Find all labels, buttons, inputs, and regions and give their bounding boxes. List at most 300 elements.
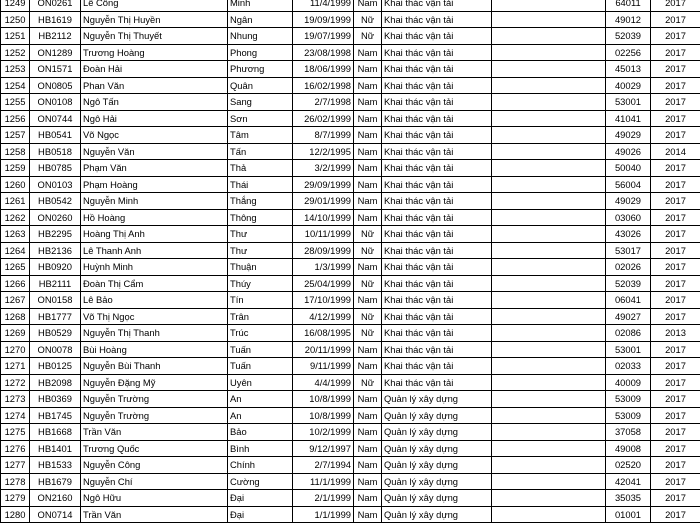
last-name-cell: Trần Văn [81, 424, 228, 441]
gender-cell: Nam [354, 176, 382, 193]
class-code-cell: 40029 [606, 77, 651, 94]
date-of-birth-cell: 14/10/1999 [293, 209, 354, 226]
gender-cell: Nữ [354, 28, 382, 45]
gender-cell: Nam [354, 61, 382, 78]
candidate-code-cell: ON0103 [30, 176, 81, 193]
gender-cell: Nam [354, 292, 382, 309]
class-code-cell: 37058 [606, 424, 651, 441]
major-cell: Khai thác vận tải [382, 176, 492, 193]
date-of-birth-cell: 25/04/1999 [293, 275, 354, 292]
year-cell: 2013 [651, 325, 700, 342]
table-row [1, 0, 700, 11]
blank-cell [492, 127, 606, 144]
blank-cell [492, 242, 606, 259]
year-cell: 2017 [651, 28, 700, 45]
date-of-birth-cell: 17/10/1999 [293, 292, 354, 309]
table-row [1, 28, 700, 45]
year-cell: 2017 [651, 77, 700, 94]
row-number-cell: 1271 [1, 358, 30, 375]
gender-cell: Nam [354, 94, 382, 111]
date-of-birth-cell: 4/4/1999 [293, 374, 354, 391]
table-row [1, 242, 700, 259]
first-name-cell: Nhung [228, 28, 293, 45]
major-cell: Khai thác vận tải [382, 374, 492, 391]
gender-cell: Nam [354, 143, 382, 160]
class-code-cell: 49029 [606, 193, 651, 210]
date-of-birth-cell: 29/01/1999 [293, 193, 354, 210]
class-code-cell: 35035 [606, 490, 651, 507]
last-name-cell: Ngô Tấn [81, 94, 228, 111]
blank-cell [492, 490, 606, 507]
first-name-cell: Sơn [228, 110, 293, 127]
candidate-code-cell: HB1401 [30, 440, 81, 457]
blank-cell [492, 292, 606, 309]
major-cell: Khai thác vận tải [382, 77, 492, 94]
row-number-cell: 1263 [1, 226, 30, 243]
blank-cell [492, 44, 606, 61]
date-of-birth-cell: 10/8/1999 [293, 391, 354, 408]
major-cell: Quản lý xây dựng [382, 457, 492, 474]
class-code-cell: 64011 [606, 0, 651, 11]
date-of-birth-cell: 20/11/1999 [293, 341, 354, 358]
major-cell: Khai thác vận tải [382, 143, 492, 160]
row-number-cell: 1280 [1, 506, 30, 523]
date-of-birth-cell: 2/7/1998 [293, 94, 354, 111]
first-name-cell: Thư [228, 226, 293, 243]
row-number-cell: 1260 [1, 176, 30, 193]
table-row [1, 94, 700, 111]
class-code-cell: 53001 [606, 94, 651, 111]
class-code-cell: 03060 [606, 209, 651, 226]
last-name-cell: Huỳnh Minh [81, 259, 228, 276]
major-cell: Quản lý xây dựng [382, 407, 492, 424]
last-name-cell: Nguyễn Thị Thanh [81, 325, 228, 342]
table-row [1, 160, 700, 177]
blank-cell [492, 275, 606, 292]
gender-cell: Nam [354, 506, 382, 523]
table-row [1, 77, 700, 94]
year-cell: 2017 [651, 242, 700, 259]
gender-cell: Nữ [354, 226, 382, 243]
row-number-cell: 1275 [1, 424, 30, 441]
candidate-code-cell: ON0261 [30, 0, 81, 11]
row-number-cell: 1255 [1, 94, 30, 111]
year-cell: 2017 [651, 424, 700, 441]
candidate-code-cell: HB0785 [30, 160, 81, 177]
first-name-cell: An [228, 407, 293, 424]
gender-cell: Nữ [354, 242, 382, 259]
blank-cell [492, 61, 606, 78]
candidate-code-cell: ON0744 [30, 110, 81, 127]
first-name-cell: Bình [228, 440, 293, 457]
date-of-birth-cell: 26/02/1999 [293, 110, 354, 127]
blank-cell [492, 457, 606, 474]
row-number-cell: 1272 [1, 374, 30, 391]
major-cell: Khai thác vận tải [382, 160, 492, 177]
major-cell: Khai thác vận tải [382, 259, 492, 276]
blank-cell [492, 308, 606, 325]
gender-cell: Nam [354, 193, 382, 210]
candidate-code-cell: HB1533 [30, 457, 81, 474]
gender-cell: Nam [354, 424, 382, 441]
date-of-birth-cell: 12/2/1995 [293, 143, 354, 160]
table-row [1, 110, 700, 127]
table-row [1, 358, 700, 375]
candidate-code-cell: HB2111 [30, 275, 81, 292]
table-row [1, 457, 700, 474]
table-row [1, 391, 700, 408]
major-cell: Khai thác vận tải [382, 292, 492, 309]
row-number-cell: 1258 [1, 143, 30, 160]
class-code-cell: 49027 [606, 308, 651, 325]
candidate-code-cell: HB1777 [30, 308, 81, 325]
class-code-cell: 02086 [606, 325, 651, 342]
class-code-cell: 53009 [606, 391, 651, 408]
date-of-birth-cell: 18/06/1999 [293, 61, 354, 78]
major-cell: Khai thác vận tải [382, 341, 492, 358]
first-name-cell: Thắng [228, 193, 293, 210]
row-number-cell: 1259 [1, 160, 30, 177]
table-row [1, 61, 700, 78]
candidate-code-cell: HB2098 [30, 374, 81, 391]
major-cell: Quản lý xây dựng [382, 440, 492, 457]
last-name-cell: Lê Bảo [81, 292, 228, 309]
last-name-cell: Nguyễn Chí [81, 473, 228, 490]
first-name-cell: Trân [228, 308, 293, 325]
date-of-birth-cell: 1/3/1999 [293, 259, 354, 276]
table-row [1, 506, 700, 523]
class-code-cell: 45013 [606, 61, 651, 78]
row-number-cell: 1251 [1, 28, 30, 45]
major-cell: Quản lý xây dựng [382, 424, 492, 441]
class-code-cell: 53009 [606, 407, 651, 424]
candidate-code-cell: HB0920 [30, 259, 81, 276]
candidate-code-cell: ON0158 [30, 292, 81, 309]
row-number-cell: 1250 [1, 11, 30, 28]
date-of-birth-cell: 2/1/1999 [293, 490, 354, 507]
gender-cell: Nữ [354, 275, 382, 292]
date-of-birth-cell: 19/07/1999 [293, 28, 354, 45]
class-code-cell: 50040 [606, 160, 651, 177]
gender-cell: Nam [354, 358, 382, 375]
date-of-birth-cell: 10/11/1999 [293, 226, 354, 243]
first-name-cell: An [228, 391, 293, 408]
year-cell: 2017 [651, 506, 700, 523]
year-cell: 2017 [651, 292, 700, 309]
candidate-code-cell: ON0108 [30, 94, 81, 111]
row-number-cell: 1264 [1, 242, 30, 259]
class-code-cell: 01001 [606, 506, 651, 523]
year-cell: 2017 [651, 275, 700, 292]
first-name-cell: Tín [228, 292, 293, 309]
candidate-code-cell: ON0714 [30, 506, 81, 523]
blank-cell [492, 160, 606, 177]
date-of-birth-cell: 16/02/1998 [293, 77, 354, 94]
blank-cell [492, 259, 606, 276]
major-cell: Khai thác vận tải [382, 110, 492, 127]
first-name-cell: Sang [228, 94, 293, 111]
last-name-cell: Nguyễn Minh [81, 193, 228, 210]
date-of-birth-cell: 3/2/1999 [293, 160, 354, 177]
table-row [1, 490, 700, 507]
year-cell: 2017 [651, 457, 700, 474]
last-name-cell: Ngô Hữu [81, 490, 228, 507]
gender-cell: Nam [354, 0, 382, 11]
major-cell: Khai thác vận tải [382, 325, 492, 342]
blank-cell [492, 473, 606, 490]
class-code-cell: 56004 [606, 176, 651, 193]
row-number-cell: 1266 [1, 275, 30, 292]
row-number-cell: 1262 [1, 209, 30, 226]
last-name-cell: Hoàng Thị Anh [81, 226, 228, 243]
candidate-code-cell: ON0805 [30, 77, 81, 94]
blank-cell [492, 341, 606, 358]
row-number-cell: 1265 [1, 259, 30, 276]
gender-cell: Nam [354, 110, 382, 127]
table-row [1, 259, 700, 276]
year-cell: 2017 [651, 44, 700, 61]
class-code-cell: 02256 [606, 44, 651, 61]
year-cell: 2017 [651, 94, 700, 111]
class-code-cell: 49012 [606, 11, 651, 28]
major-cell: Khai thác vận tải [382, 44, 492, 61]
last-name-cell: Hồ Hoàng [81, 209, 228, 226]
gender-cell: Nam [354, 160, 382, 177]
candidate-code-cell: HB1619 [30, 11, 81, 28]
row-number-cell: 1270 [1, 341, 30, 358]
class-code-cell: 49029 [606, 127, 651, 144]
major-cell: Khai thác vận tải [382, 308, 492, 325]
last-name-cell: Ngô Hải [81, 110, 228, 127]
last-name-cell: Nguyễn Công [81, 457, 228, 474]
year-cell: 2017 [651, 473, 700, 490]
year-cell: 2017 [651, 193, 700, 210]
class-code-cell: 53001 [606, 341, 651, 358]
major-cell: Quản lý xây dựng [382, 490, 492, 507]
candidate-code-cell: ON0078 [30, 341, 81, 358]
date-of-birth-cell: 11/4/1999 [293, 0, 354, 11]
first-name-cell: Uyên [228, 374, 293, 391]
first-name-cell: Tấn [228, 143, 293, 160]
class-code-cell: 53017 [606, 242, 651, 259]
row-number-cell: 1267 [1, 292, 30, 309]
candidate-code-cell: HB0541 [30, 127, 81, 144]
blank-cell [492, 506, 606, 523]
row-number-cell: 1278 [1, 473, 30, 490]
date-of-birth-cell: 9/11/1999 [293, 358, 354, 375]
first-name-cell: Bảo [228, 424, 293, 441]
table-row [1, 143, 700, 160]
last-name-cell: Trương Quốc [81, 440, 228, 457]
candidate-code-cell: HB1668 [30, 424, 81, 441]
gender-cell: Nữ [354, 11, 382, 28]
blank-cell [492, 176, 606, 193]
date-of-birth-cell: 23/08/1998 [293, 44, 354, 61]
year-cell: 2017 [651, 490, 700, 507]
row-number-cell: 1253 [1, 61, 30, 78]
gender-cell: Nam [354, 341, 382, 358]
date-of-birth-cell: 8/7/1999 [293, 127, 354, 144]
row-number-cell: 1249 [1, 0, 30, 11]
row-number-cell: 1268 [1, 308, 30, 325]
date-of-birth-cell: 1/1/1999 [293, 506, 354, 523]
row-number-cell: 1279 [1, 490, 30, 507]
blank-cell [492, 94, 606, 111]
date-of-birth-cell: 16/08/1995 [293, 325, 354, 342]
last-name-cell: Phạm Hoàng [81, 176, 228, 193]
year-cell: 2017 [651, 11, 700, 28]
gender-cell: Nữ [354, 325, 382, 342]
first-name-cell: Phương [228, 61, 293, 78]
blank-cell [492, 28, 606, 45]
major-cell: Khai thác vận tải [382, 28, 492, 45]
first-name-cell: Thả [228, 160, 293, 177]
last-name-cell: Nguyễn Văn [81, 143, 228, 160]
last-name-cell: Đoàn Hải [81, 61, 228, 78]
blank-cell [492, 143, 606, 160]
year-cell: 2017 [651, 0, 700, 11]
class-code-cell: 42041 [606, 473, 651, 490]
class-code-cell: 02033 [606, 358, 651, 375]
table-row [1, 11, 700, 28]
candidate-code-cell: HB0542 [30, 193, 81, 210]
candidate-code-cell: HB0125 [30, 358, 81, 375]
major-cell: Khai thác vận tải [382, 242, 492, 259]
candidate-code-cell: ON1571 [30, 61, 81, 78]
candidate-code-cell: ON1289 [30, 44, 81, 61]
gender-cell: Nam [354, 209, 382, 226]
date-of-birth-cell: 4/12/1999 [293, 308, 354, 325]
first-name-cell: Cường [228, 473, 293, 490]
gender-cell: Nam [354, 259, 382, 276]
year-cell: 2017 [651, 176, 700, 193]
first-name-cell: Đại [228, 506, 293, 523]
table-row [1, 473, 700, 490]
row-number-cell: 1276 [1, 440, 30, 457]
blank-cell [492, 110, 606, 127]
last-name-cell: Trương Hoàng [81, 44, 228, 61]
table-row [1, 341, 700, 358]
class-code-cell: 49008 [606, 440, 651, 457]
last-name-cell: Phan Văn [81, 77, 228, 94]
table-row [1, 275, 700, 292]
last-name-cell: Đoàn Thị Cẩm [81, 275, 228, 292]
last-name-cell: Lê Thanh Anh [81, 242, 228, 259]
year-cell: 2017 [651, 407, 700, 424]
date-of-birth-cell: 29/09/1999 [293, 176, 354, 193]
gender-cell: Nam [354, 440, 382, 457]
blank-cell [492, 226, 606, 243]
year-cell: 2017 [651, 61, 700, 78]
first-name-cell: Quân [228, 77, 293, 94]
major-cell: Khai thác vận tải [382, 0, 492, 11]
candidate-code-cell: HB0529 [30, 325, 81, 342]
blank-cell [492, 424, 606, 441]
table-row [1, 209, 700, 226]
major-cell: Khai thác vận tải [382, 193, 492, 210]
major-cell: Khai thác vận tải [382, 226, 492, 243]
last-name-cell: Nguyễn Đặng Mỹ [81, 374, 228, 391]
last-name-cell: Bùi Hoàng [81, 341, 228, 358]
gender-cell: Nam [354, 457, 382, 474]
row-number-cell: 1257 [1, 127, 30, 144]
first-name-cell: Thúy [228, 275, 293, 292]
table-body [1, 0, 700, 523]
candidate-code-cell: ON2160 [30, 490, 81, 507]
class-code-cell: 43026 [606, 226, 651, 243]
candidate-code-cell: HB2295 [30, 226, 81, 243]
major-cell: Khai thác vận tải [382, 209, 492, 226]
first-name-cell: Thông [228, 209, 293, 226]
class-code-cell: 02026 [606, 259, 651, 276]
candidate-code-cell: HB0369 [30, 391, 81, 408]
major-cell: Quản lý xây dựng [382, 506, 492, 523]
class-code-cell: 49026 [606, 143, 651, 160]
first-name-cell: Chính [228, 457, 293, 474]
last-name-cell: Nguyễn Trường [81, 407, 228, 424]
table-row [1, 292, 700, 309]
date-of-birth-cell: 10/2/1999 [293, 424, 354, 441]
table-row [1, 424, 700, 441]
year-cell: 2017 [651, 259, 700, 276]
blank-cell [492, 77, 606, 94]
row-number-cell: 1261 [1, 193, 30, 210]
last-name-cell: Lê Công [81, 0, 228, 11]
class-code-cell: 40009 [606, 374, 651, 391]
first-name-cell: Tâm [228, 127, 293, 144]
year-cell: 2017 [651, 308, 700, 325]
year-cell: 2014 [651, 143, 700, 160]
year-cell: 2017 [651, 358, 700, 375]
last-name-cell: Trần Văn [81, 506, 228, 523]
blank-cell [492, 193, 606, 210]
major-cell: Khai thác vận tải [382, 61, 492, 78]
date-of-birth-cell: 10/8/1999 [293, 407, 354, 424]
last-name-cell: Nguyễn Bùi Thanh [81, 358, 228, 375]
blank-cell [492, 325, 606, 342]
year-cell: 2017 [651, 226, 700, 243]
table-row [1, 176, 700, 193]
last-name-cell: Phạm Văn [81, 160, 228, 177]
date-of-birth-cell: 9/12/1997 [293, 440, 354, 457]
blank-cell [492, 374, 606, 391]
first-name-cell: Ngân [228, 11, 293, 28]
first-name-cell: Phong [228, 44, 293, 61]
candidate-code-cell: HB2136 [30, 242, 81, 259]
table-row [1, 127, 700, 144]
gender-cell: Nam [354, 473, 382, 490]
first-name-cell: Minh [228, 0, 293, 11]
first-name-cell: Thuận [228, 259, 293, 276]
row-number-cell: 1252 [1, 44, 30, 61]
candidate-code-cell: HB2112 [30, 28, 81, 45]
year-cell: 2017 [651, 127, 700, 144]
first-name-cell: Thái [228, 176, 293, 193]
gender-cell: Nữ [354, 374, 382, 391]
row-number-cell: 1269 [1, 325, 30, 342]
candidate-code-cell: HB1745 [30, 407, 81, 424]
table-row [1, 226, 700, 243]
year-cell: 2017 [651, 110, 700, 127]
blank-cell [492, 0, 606, 11]
blank-cell [492, 391, 606, 408]
year-cell: 2017 [651, 341, 700, 358]
first-name-cell: Thư [228, 242, 293, 259]
major-cell: Quản lý xây dựng [382, 391, 492, 408]
class-code-cell: 52039 [606, 275, 651, 292]
candidate-code-cell: HB1679 [30, 473, 81, 490]
major-cell: Khai thác vận tải [382, 11, 492, 28]
